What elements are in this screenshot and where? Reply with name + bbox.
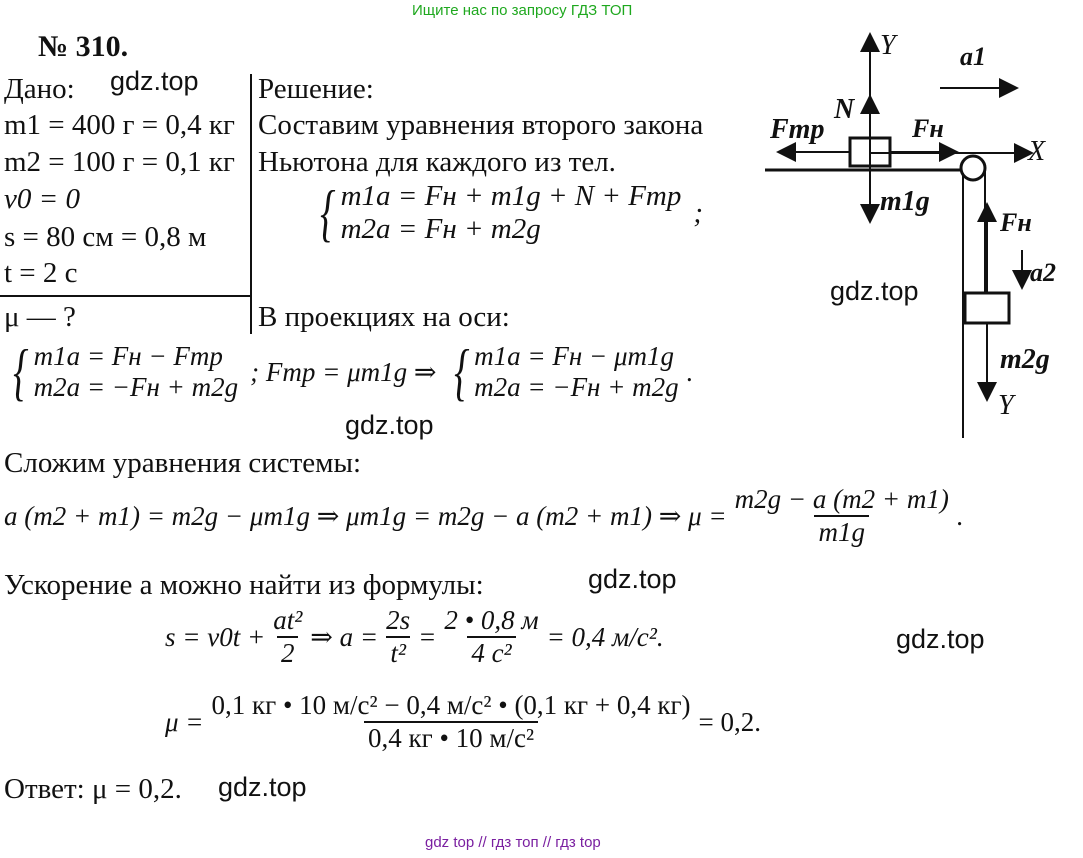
solution-intro-1: Составим уравнения второго закона xyxy=(258,109,704,141)
bottom-banner-link[interactable]: gdz top // гдз топ // гдз top xyxy=(425,834,601,851)
given-v0: v0 = 0 xyxy=(4,183,80,215)
result-eq-2: m2a = −Fн + m2g xyxy=(474,372,679,402)
add-equations-label: Сложим уравнения системы: xyxy=(4,447,362,479)
diagram-m1g: m1g xyxy=(880,186,930,217)
diagram-Fn-top: Fн xyxy=(912,114,944,143)
kinematics-equation xyxy=(165,605,664,669)
force-diagram xyxy=(760,28,1060,448)
mu-numeric-equation xyxy=(165,690,761,754)
answer: Ответ: μ = 0,2. xyxy=(4,773,182,805)
kin-result: = 0,4 м/с². xyxy=(546,621,664,652)
top-banner-link[interactable]: Ищите нас по запросу ГДЗ ТОП xyxy=(412,2,633,19)
result-eq-1: m1a = Fн − μm1g xyxy=(474,341,675,371)
solution-intro-2: Ньютона для каждого из тел. xyxy=(258,146,616,178)
kin-den: 2 xyxy=(277,636,299,669)
diagram-a2: a2 xyxy=(1030,258,1056,287)
watermark: gdz.top xyxy=(896,624,985,654)
kin-den3: 4 с² xyxy=(467,636,515,669)
given-find: μ — ? xyxy=(4,301,76,333)
projection-eq-2: m2a = −Fн + m2g xyxy=(33,372,239,402)
mu-numerator: m2g − a (m2 + m1) xyxy=(734,484,949,514)
kin-num: at² xyxy=(273,605,303,635)
given-s: s = 80 см = 0,8 м xyxy=(4,221,207,253)
projections-label: В проекциях на оси: xyxy=(258,301,510,333)
system-brace-icon: { xyxy=(320,177,336,248)
given-m1: m1 = 400 г = 0,4 кг xyxy=(4,109,235,141)
watermark: gdz.top xyxy=(588,564,677,594)
watermark: gdz.top xyxy=(345,410,434,440)
given-vertical-divider xyxy=(250,74,252,334)
projection-system xyxy=(8,336,694,407)
kin-mid: ⇒ a = xyxy=(310,621,379,652)
diagram-a1: a1 xyxy=(960,42,986,71)
diagram-y-top: Y xyxy=(880,30,896,61)
friction-expression: ; Fтр = μm1g ⇒ xyxy=(250,356,437,387)
sum-dot: . xyxy=(956,500,964,531)
problem-number: № 310. xyxy=(38,30,129,63)
kin-left: s = v0t + xyxy=(165,621,266,652)
sum-equation xyxy=(4,484,964,548)
result-brace-icon: { xyxy=(453,336,470,407)
diagram-Ftr: Fтр xyxy=(770,114,825,145)
vector-system xyxy=(315,177,704,248)
mu-num2: 0,1 кг • 10 м/с² − 0,4 м/с² • (0,1 кг + 0,4 кг) xyxy=(211,690,691,720)
diagram-Fn-side: Fн xyxy=(1000,208,1032,237)
projection-brace-icon: { xyxy=(13,336,29,407)
kin-num3: 2 • 0,8 м xyxy=(444,605,539,635)
watermark: gdz.top xyxy=(110,66,199,96)
mu-left: μ = xyxy=(165,706,204,737)
diagram-m2g: m2g xyxy=(1000,344,1050,375)
solution-label: Решение: xyxy=(258,73,374,105)
mu-result: = 0,2. xyxy=(698,706,762,737)
given-m2: m2 = 100 г = 0,1 кг xyxy=(4,146,235,178)
vector-eq-2: m2a = Fн + m2g xyxy=(340,213,541,245)
kin-num2: 2s xyxy=(386,605,411,635)
mu-denominator: m1g xyxy=(814,515,869,548)
mu-den2: 0,4 кг • 10 м/с² xyxy=(364,721,538,754)
kin-den2: t² xyxy=(386,636,410,669)
given-t: t = 2 с xyxy=(4,257,78,289)
vector-eq-1: m1a = Fн + m1g + N + Fтр xyxy=(340,180,682,212)
diagram-N: N xyxy=(834,94,855,125)
acceleration-label: Ускорение a можно найти из формулы: xyxy=(4,569,484,601)
sum-equation-left: a (m2 + m1) = m2g − μm1g ⇒ μm1g = m2g − a (m2 + m1) ⇒ μ = xyxy=(4,500,727,531)
kin-eq: = xyxy=(418,621,437,652)
vector-semicolon: ; xyxy=(693,196,704,229)
projection-eq-1: m1a = Fн − Fтр xyxy=(33,341,223,371)
result-dot: . xyxy=(686,356,694,387)
given-divider xyxy=(0,295,252,297)
watermark: gdz.top xyxy=(218,772,307,802)
diagram-y-bottom: Y xyxy=(998,390,1014,421)
given-label: Дано: xyxy=(4,73,75,105)
watermark: gdz.top xyxy=(830,276,919,306)
diagram-x: X xyxy=(1028,136,1046,167)
